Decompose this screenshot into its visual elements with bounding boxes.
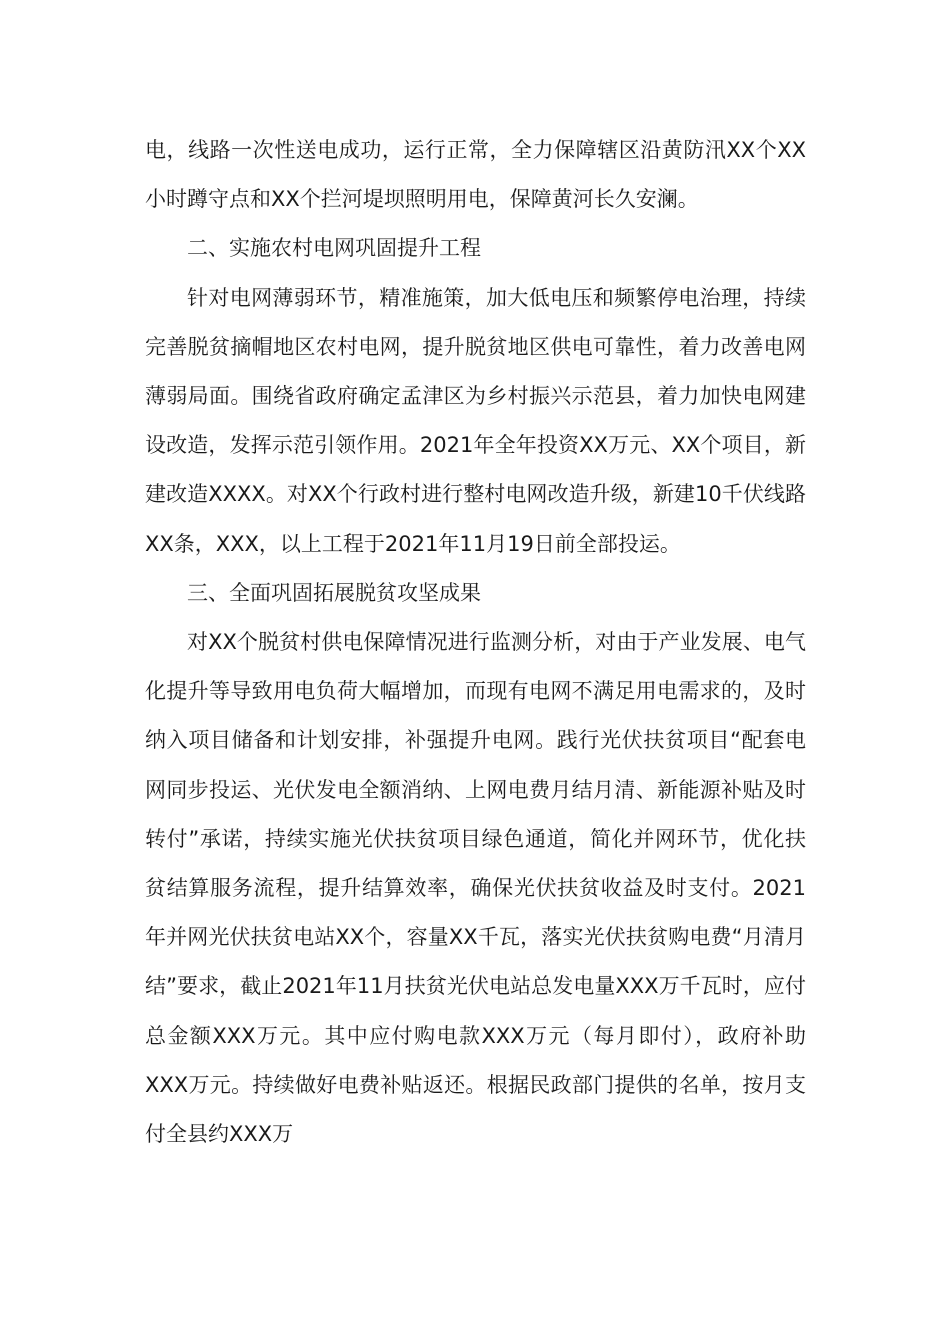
document-body <box>145 126 806 1159</box>
section-heading-2: 二、实施农村电网巩固提升工程 <box>187 236 481 261</box>
section-heading-3: 三、全面巩固拓展脱贫攻坚成果 <box>187 580 481 605</box>
paragraph-continued: 电，线路一次性送电成功，运行正常，全力保障辖区沿黄防汛XX个XX小时蹲守点和XX个拦河堤坝照明用电，保障黄河长久安澜。 <box>145 138 806 212</box>
paragraph-rural-grid: 针对电网薄弱环节，精准施策，加大低电压和频繁停电治理，持续完善脱贫摘帽地区农村电网，提升脱贫地区供电可靠性，着力改善电网薄弱局面。围绕省政府确定孟津区为乡村振兴示范县，着力加快电网建设改造，发挥示范引领作用。2021年全年投资XX万元、XX个项目，新建改造XXXX。对XX个行政村进行整村电网改造升级，新建10千伏线路XX条，XXX，以上工程于2021年11月19日前全部投运。 <box>145 285 806 556</box>
paragraph-poverty-results: 对XX个脱贫村供电保障情况进行监测分析，对由于产业发展、电气化提升等导致用电负荷大幅增加，而现有电网不满足用电需求的，及时纳入项目储备和计划安排，补强提升电网。践行光伏扶贫项目“配套电网同步投运、光伏发电全额消纳、上网电费月结月清、新能源补贴及时转付”承诺，持续实施光伏扶贫项目绿色通道，简化并网环节，优化扶贫结算服务流程，提升结算效率，确保光伏扶贫收益及时支付。2021年并网光伏扶贫电站XX个，容量XX千瓦，落实光伏扶贫购电费“月清月结”要求，截止2021年11月扶贫光伏电站总发电量XXX万千瓦时，应付总金额XXX万元。其中应付购电款XXX万元（每月即付），政府补助XXX万元。持续做好电费补贴返还。根据民政部门提供的名单，按月支付全县约XXX万 <box>145 630 806 1147</box>
